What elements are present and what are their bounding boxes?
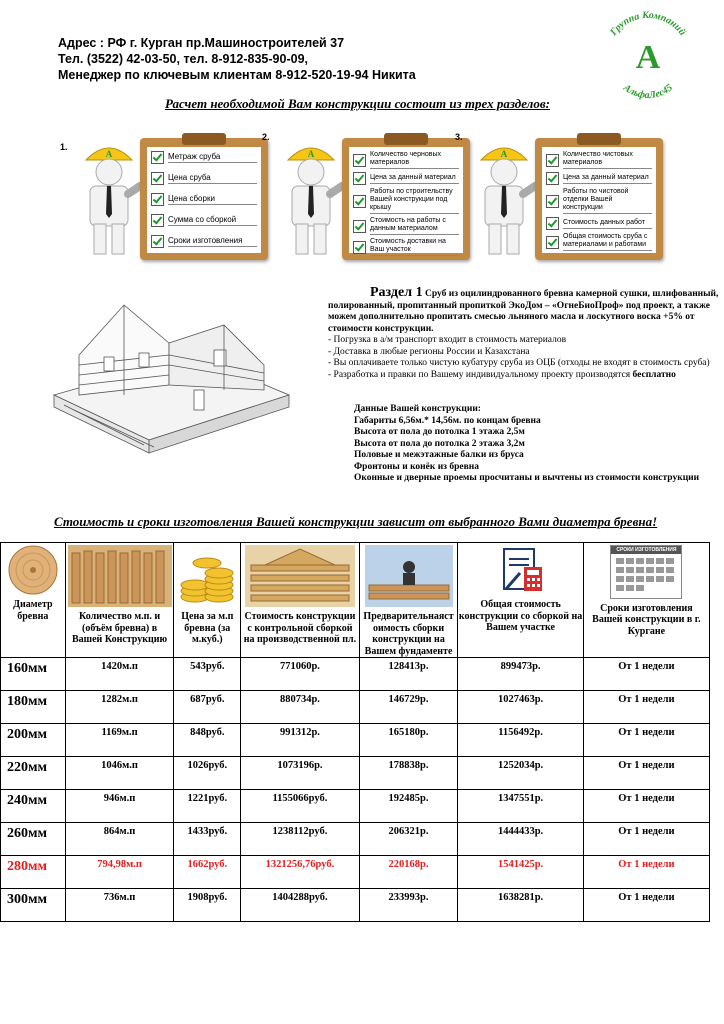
checkmark-icon: [151, 214, 164, 227]
checkmark-icon: [353, 172, 366, 185]
svg-text:Группа Компаний: [608, 10, 689, 39]
cell-quantity: 1282м.п: [65, 691, 174, 724]
construction-data: [354, 404, 714, 485]
header-quantity: Количество м.п. и (объём бревна) в Вашей Конструкцию: [72, 611, 168, 645]
cell-quantity: 1046м.п: [65, 757, 174, 790]
cell-diameter: 200мм: [1, 724, 66, 757]
log-end-image: [4, 545, 62, 595]
cell-diameter: 180мм: [1, 691, 66, 724]
section1-title: Раздел 1: [370, 285, 423, 300]
checkmark-icon: [151, 172, 164, 185]
construction-data-title: Данные Вашей конструкции:: [354, 404, 481, 414]
checklist-item-label: Метраж сруба: [168, 153, 257, 163]
construction-data-line: Высота от пола до потолка 1 этажа 2,5м: [354, 427, 525, 437]
cell-assembly-cost: 206321р.: [359, 823, 458, 856]
checklist-item-label: Цена сруба: [168, 174, 257, 184]
construction-data-line: Габариты 6,56м.* 14,56м. по концам бревна: [354, 415, 541, 426]
construction-data-line: Высота от пола до потолка 2 этажа 3,2м: [354, 438, 525, 449]
cell-construction-cost: 1238112руб.: [241, 823, 360, 856]
cell-production-time: От 1 недели: [583, 823, 709, 856]
logs-stack-image: [68, 545, 172, 607]
cell-total-cost: 899473р.: [458, 658, 583, 691]
assembly-worker-image: [365, 545, 453, 607]
cell-total-cost: 1347551р.: [458, 790, 583, 823]
cell-production-time: От 1 недели: [583, 757, 709, 790]
cell-price: 1221руб.: [174, 790, 241, 823]
construction-data-line: Половые и межэтажные балки из бруса: [354, 450, 524, 460]
cell-assembly-cost: 233993р.: [359, 889, 458, 922]
cell-assembly-cost: 178838р.: [359, 757, 458, 790]
cell-price: 848руб.: [174, 724, 241, 757]
svg-text:А: А: [105, 149, 113, 159]
address-line: Адрес : РФ г. Курган пр.Машиностроителей 37: [58, 36, 345, 50]
header-construction-cost: Стоимость конструкции с контрольной сборкой на производственной пл.: [243, 611, 357, 645]
cell-quantity: 1420м.п: [65, 658, 174, 691]
cell-production-time: От 1 недели: [583, 691, 709, 724]
construction-data-line: Фронтоны и конёк из бревна: [354, 461, 479, 472]
checkmark-icon: [151, 151, 164, 164]
cell-price: 1026руб.: [174, 757, 241, 790]
cell-production-time: От 1 недели: [583, 889, 709, 922]
checklist-item: [546, 172, 652, 185]
checklist-item-label: Количество черновых материалов: [370, 151, 459, 169]
cell-diameter: 160мм: [1, 658, 66, 691]
cell-total-cost: 1027463р.: [458, 691, 583, 724]
section1-bullet: - Вы оплачиваете только чистую кубатуру сруба из ОЦБ (отходы не входят в стоимость сруба): [328, 358, 710, 368]
cell-construction-cost: 1321256,76руб.: [241, 856, 360, 889]
cell-assembly-cost: 192485р.: [359, 790, 458, 823]
checklist-item-label: Сумма со сборкой: [168, 216, 257, 226]
cell-diameter: 240мм: [1, 790, 66, 823]
checklist-item-label: Стоимость доставки на Ваш участок: [370, 238, 459, 256]
calendar-icon: СРОКИ ИЗГОТОВЛЕНИЯ: [610, 545, 682, 599]
phones-line: Тел. (3522) 42-03-50, тел. 8-912-835-90-09,: [58, 52, 308, 66]
cell-quantity: 736м.п: [65, 889, 174, 922]
checklist-item: [353, 151, 459, 169]
clipboard: [535, 138, 663, 260]
checklist-item: [353, 217, 459, 235]
checklist-item-label: Работы по чистовой отделки Вашей конструкции: [563, 188, 652, 214]
cell-total-cost: 1541425р.: [458, 856, 583, 889]
checklist-item: [151, 172, 257, 185]
checklist-paper: [147, 147, 261, 253]
checklist-item-label: Общая стоимость сруба с материалами и работами: [563, 233, 652, 251]
cell-quantity: 946м.п: [65, 790, 174, 823]
construction-data-line: Оконные и дверные проемы просчитаны и вычтены из стоимости конструкции: [354, 473, 700, 483]
checklist-item-label: Цена за данный материал: [563, 174, 652, 184]
header-production-time: Сроки изготовления Вашей конструкции в г. Кургане: [592, 602, 701, 637]
section1-block: [328, 287, 723, 381]
cell-diameter: 280мм: [1, 856, 66, 889]
logo-bottom-text: АльфаЛес45: [621, 82, 675, 100]
cell-quantity: 864м.п: [65, 823, 174, 856]
section1-bullet-last: - Разработка и правки по Вашему индивидуальному проекту производятся бесплатно: [328, 369, 676, 380]
checklist-item: [151, 193, 257, 206]
checklist-item-label: Стоимость данных работ: [563, 219, 652, 229]
table-row: [1, 790, 710, 823]
table-header-row: [1, 543, 710, 658]
svg-text:А: А: [500, 149, 508, 159]
checklist-item: [546, 233, 652, 251]
checklist-item: [151, 214, 257, 227]
cell-production-time: От 1 недели: [583, 790, 709, 823]
board-number: 3.: [455, 132, 463, 142]
checklist-item-label: Цена за данный материал: [370, 174, 459, 184]
cell-price: 1908руб.: [174, 889, 241, 922]
checklist-board-3: [455, 128, 675, 273]
coins-image: [177, 545, 237, 607]
cell-quantity: 794,98м.п: [65, 856, 174, 889]
table-row: [1, 724, 710, 757]
cell-assembly-cost: 220168р.: [359, 856, 458, 889]
header-total-cost: Общая стоимость конструкции со сборкой на Вашем участке: [458, 599, 583, 633]
checkmark-icon: [546, 154, 559, 167]
company-logo: [598, 8, 698, 100]
cell-total-cost: 1638281р.: [458, 889, 583, 922]
checklist-item: [353, 238, 459, 256]
cell-price: 543руб.: [174, 658, 241, 691]
checkmark-icon: [353, 154, 366, 167]
checklist-item: [546, 217, 652, 230]
builder-figure: [74, 138, 144, 258]
cost-title: Стоимость и сроки изготовления Вашей конструкции зависит от выбранного Вами диаметра бревна!: [54, 514, 658, 529]
cell-price: 687руб.: [174, 691, 241, 724]
table-row: [1, 691, 710, 724]
checkmark-icon: [151, 193, 164, 206]
checklist-board-2: [262, 128, 482, 273]
svg-text:АльфаЛес45: [620, 82, 674, 100]
board-number: 2.: [262, 132, 270, 142]
cell-construction-cost: 991312р.: [241, 724, 360, 757]
sections-title: Расчет необходимой Вам конструкции состоит из трех разделов:: [165, 96, 550, 111]
cell-construction-cost: 1404288руб.: [241, 889, 360, 922]
cell-construction-cost: 1073196р.: [241, 757, 360, 790]
checklist-item-label: Цена сборки: [168, 195, 257, 205]
cell-assembly-cost: 128413р.: [359, 658, 458, 691]
section1-intro: Сруб из оцилиндрованного бревна камерной сушки, шлифованный, полированный, пропитанный пропиткой ЭкоДом – «ОгнеБиоПроф» под проект, а также можем дополнительно пропитать смесью льняного масла и лоскутного воска +5% от стоимости конструкции.: [328, 289, 719, 334]
checkmark-icon: [151, 235, 164, 248]
checklist-paper: [542, 147, 656, 253]
cell-construction-cost: 771060р.: [241, 658, 360, 691]
svg-text:А: А: [307, 149, 315, 159]
clipboard: [140, 138, 268, 260]
checkmark-icon: [353, 220, 366, 233]
manager-line: Менеджер по ключевым клиентам 8-912-520-19-94 Никита: [58, 68, 416, 82]
checklist-item-label: Работы по строительству Вашей конструкции под крышу: [370, 188, 459, 214]
checklist-item-label: Количество чистовых материалов: [563, 151, 652, 169]
cell-total-cost: 1156492р.: [458, 724, 583, 757]
checkmark-icon: [546, 236, 559, 249]
table-row: [1, 856, 710, 889]
cell-assembly-cost: 165180р.: [359, 724, 458, 757]
builder-figure: [276, 138, 346, 258]
checklist-item-label: Стоимость на работы с данным материалом: [370, 217, 459, 235]
header-assembly-cost: Предварительнаяст оимость сборки конструкции на Вашем фундаменте: [363, 611, 454, 657]
checklist-item: [546, 188, 652, 214]
clipboard: [342, 138, 470, 260]
cell-price: 1433руб.: [174, 823, 241, 856]
house-drawing: [44, 295, 294, 455]
price-table: [0, 542, 710, 922]
table-row: [1, 823, 710, 856]
logo-letter: А: [635, 39, 661, 76]
checklist-item: [353, 172, 459, 185]
cell-production-time: От 1 недели: [583, 856, 709, 889]
checklist-paper: [349, 147, 463, 253]
checkmark-icon: [546, 172, 559, 185]
clipboard-clip: [577, 133, 621, 145]
section1-bullet: - Доставка в любые регионы России и Казахстана: [328, 346, 530, 357]
header-diameter: Диаметр бревна: [13, 599, 53, 622]
clipboard-clip: [384, 133, 428, 145]
table-row: [1, 757, 710, 790]
cell-total-cost: 1444433р.: [458, 823, 583, 856]
cell-production-time: От 1 недели: [583, 658, 709, 691]
checkmark-icon: [546, 217, 559, 230]
checkmark-icon: [546, 195, 559, 208]
cell-price: 1662руб.: [174, 856, 241, 889]
checklist-item-label: Сроки изготовления: [168, 237, 257, 247]
cell-quantity: 1169м.п: [65, 724, 174, 757]
cell-diameter: 260мм: [1, 823, 66, 856]
cell-construction-cost: 1155066руб.: [241, 790, 360, 823]
checklist-item: [151, 235, 257, 248]
checklist-item: [151, 151, 257, 164]
header-price: Цена за м.п бревна (за м.куб.): [181, 611, 234, 645]
section1-bullet: - Погрузка в а/м транспорт входит в стоимость материалов: [328, 335, 567, 345]
builder-figure: [469, 138, 539, 258]
table-row: [1, 889, 710, 922]
cell-assembly-cost: 146729р.: [359, 691, 458, 724]
cell-production-time: От 1 недели: [583, 724, 709, 757]
table-row: [1, 658, 710, 691]
checklist-board-1: [60, 128, 280, 273]
checkmark-icon: [353, 195, 366, 208]
checkmark-icon: [353, 241, 366, 254]
cell-total-cost: 1252034р.: [458, 757, 583, 790]
logo-top-text: Группа Компаний: [608, 9, 688, 38]
cell-diameter: 300мм: [1, 889, 66, 922]
frame-assembly-image: [245, 545, 355, 607]
checklist-item: [353, 188, 459, 214]
checklist-item: [546, 151, 652, 169]
clipboard-clip: [182, 133, 226, 145]
board-number: 1.: [60, 142, 68, 152]
cell-diameter: 220мм: [1, 757, 66, 790]
calculator-document-icon: [496, 545, 546, 595]
cell-construction-cost: 880734р.: [241, 691, 360, 724]
